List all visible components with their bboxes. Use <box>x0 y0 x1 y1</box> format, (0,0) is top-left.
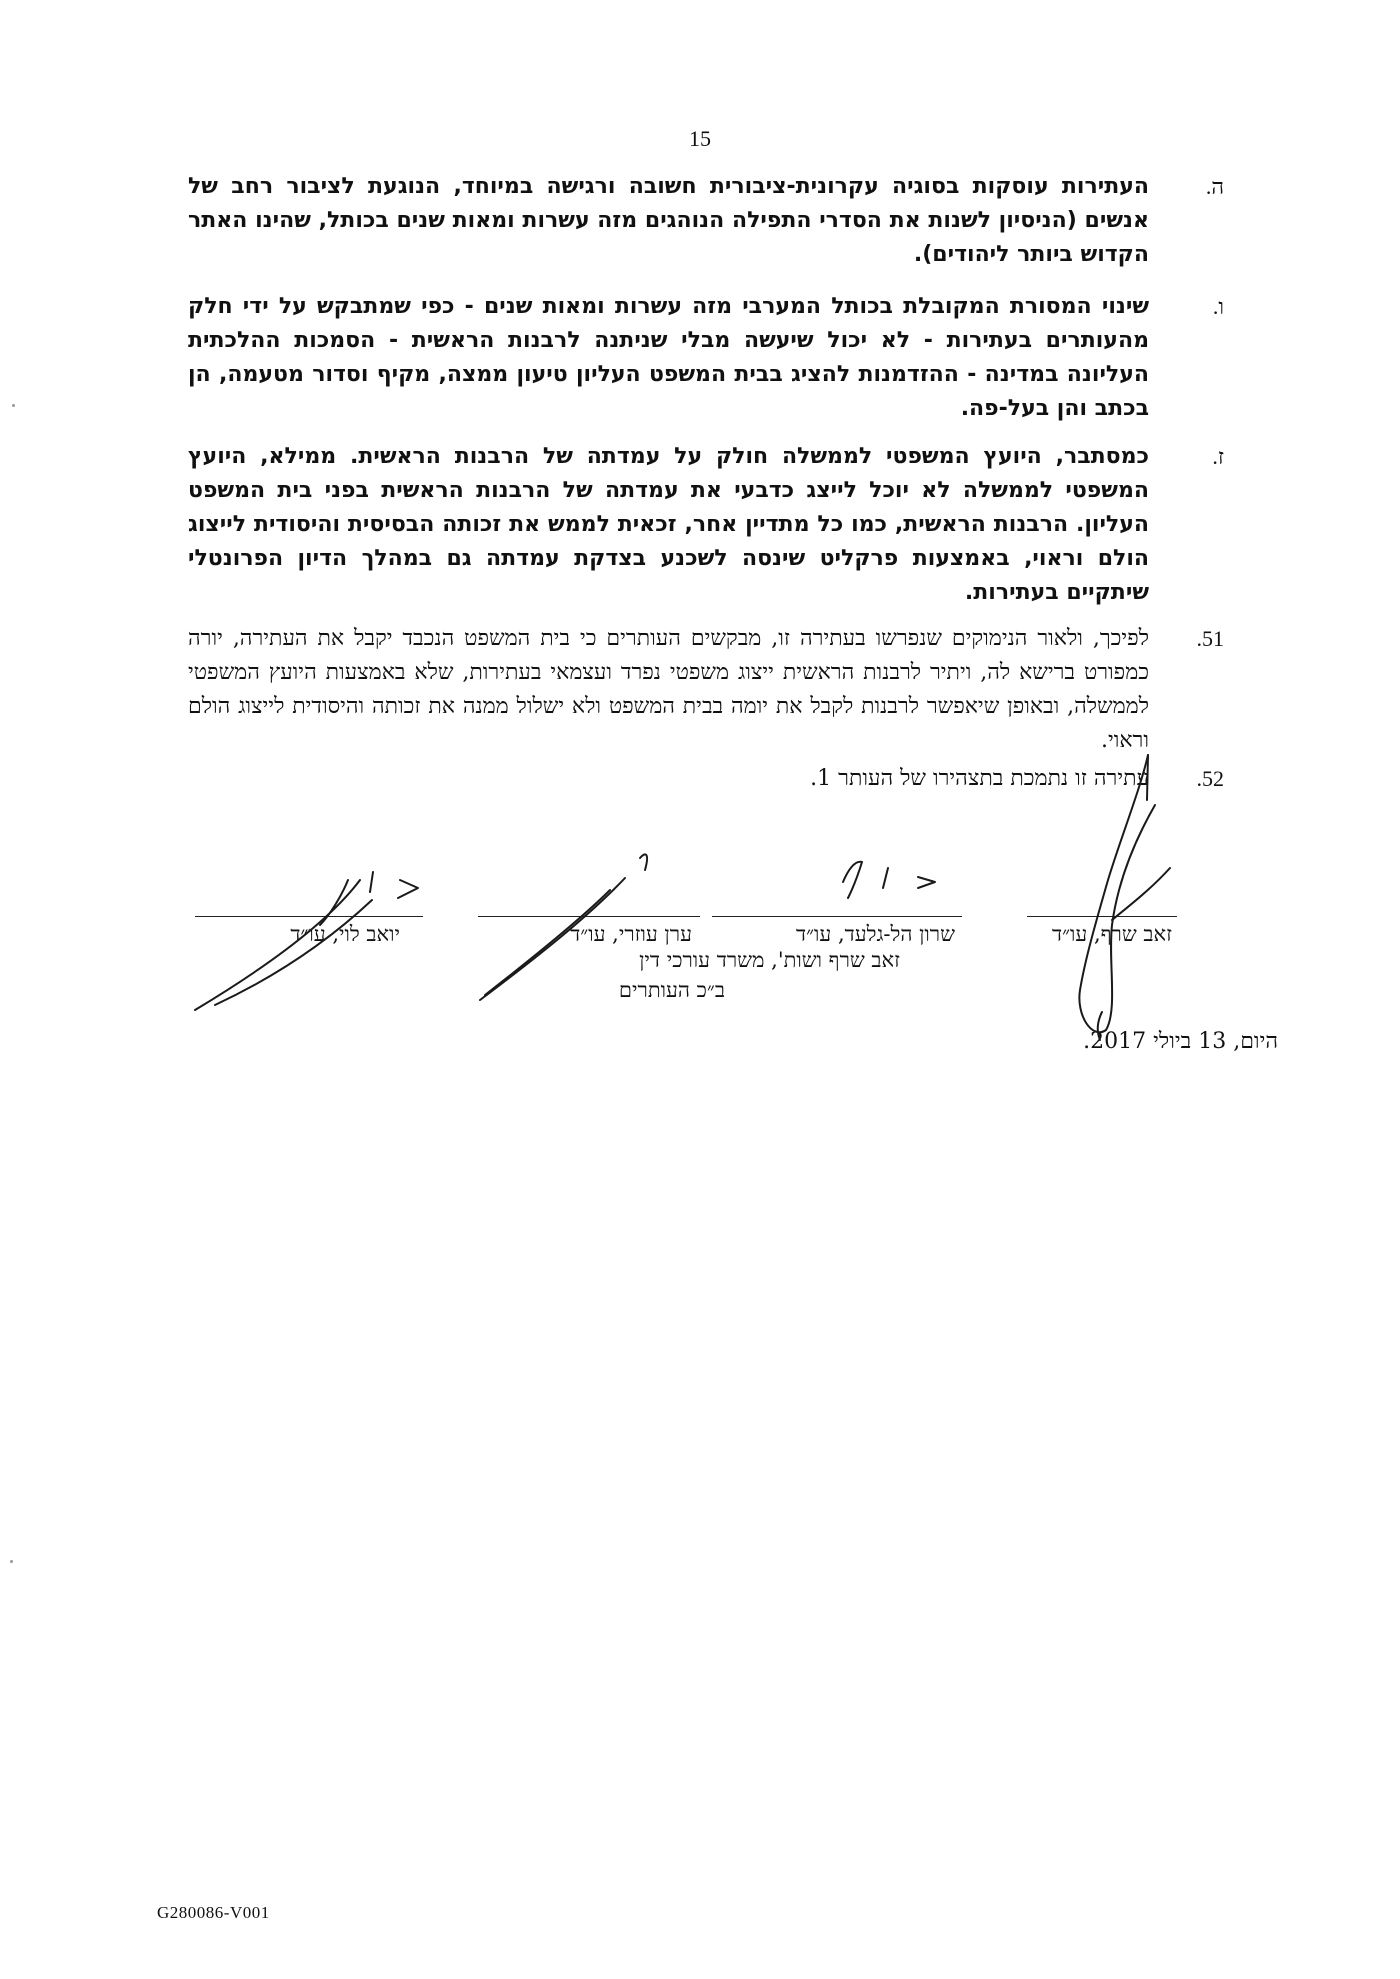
signature-line <box>195 916 423 917</box>
signature-line <box>712 916 962 917</box>
signature-sharon-hal-gilad <box>843 862 935 898</box>
section-text: עתירה זו נתמכת בתצהירו של העותר 1. <box>810 766 1149 791</box>
clause-zayin <box>188 440 1224 610</box>
section-marker: 52. <box>1196 766 1224 791</box>
signature-line <box>478 916 700 917</box>
clause-text: כמסתבר, היועץ המשפטי לממשלה חולק על עמדתה של הרבנות הראשית. ממילא, היועץ המשפטי לממשלה לא יוכל לייצג כדבעי את עמדתה של הרבנות הראשית בפני בית המשפט העליון. הרבנות הראשית, כמו כל מתדיין אחר, זכאית לממש את זכותה הבסיסית והיסודית לייצוג הולם וראוי, באמצעות פרקליט שינסה לשכנע בצדקת עמדתה גם במהלך הדיון הפרונטלי שיתקיים בעתירות. <box>188 444 1149 605</box>
scan-speck <box>12 404 15 407</box>
clause-marker: ז. <box>1212 444 1224 469</box>
signatory-name: ערן עוזרי, עו״ד <box>570 922 692 946</box>
section-51 <box>188 622 1224 758</box>
clause-vav <box>188 290 1224 426</box>
document-id: G280086-V001 <box>157 1903 270 1922</box>
section-text: לפיכך, ולאור הנימוקים שנפרשו בעתירה זו, מבקשים העותרים כי בית המשפט הנכבד יקבל את העתירה, יורה כמפורט ברישא לה, ויתיר לרבנות הראשית ייצוג משפטי נפרד ועצמאי בעתירות, שלא באמצעות היועץ המשפטי לממשלה, ובאופן שיאפשר לרבנות לקבל את יומה בבית המשפט ולא ישלול ממנה את זכותה והיסודית לייצוג הולם וראוי. <box>188 626 1149 753</box>
counsel-for-petitioners: ב״כ העותרים <box>618 978 725 1002</box>
section-marker: 51. <box>1196 626 1224 651</box>
signature-zeev-sharaf <box>1079 755 1170 1040</box>
clause-text: שינוי המסורת המקובלת בכותל המערבי מזה עשרות ומאות שנים - כפי שמתבקש על ידי חלק מהעותרים בעתירות - לא יכול שיעשה מבלי שניתנה לרבנות הראשית - הסמכות ההלכתית העליונה במדינה - ההזדמנות להציג בבית המשפט העליון טיעון ממצה, מקיף וסדור מטעמה, הן בכתב והן בעל-פה. <box>188 294 1149 421</box>
section-52 <box>188 762 1224 796</box>
law-firm-name: זאב שרף ושות', משרד עורכי דין <box>639 948 900 972</box>
date-line: היום, 13 ביולי 2017. <box>1083 1029 1278 1054</box>
clause-marker: ו. <box>1212 294 1224 319</box>
signatory-name: יואב לוי, עו״ד <box>290 922 400 946</box>
clause-marker: ה. <box>1205 174 1224 199</box>
signatory-name: זאב שרף, עו״ד <box>1051 922 1172 946</box>
scan-speck <box>10 1560 13 1563</box>
signature-line <box>1027 916 1177 917</box>
clause-he <box>188 170 1224 272</box>
clause-text: העתירות עוסקות בסוגיה עקרונית-ציבורית חשובה ורגישה במיוחד, הנוגעת לציבור רחב של אנשים (הניסיון לשנות את הסדרי התפילה הנוהגים מזה עשרות ומאות שנים בכותל, שהינו האתר הקדוש ביותר ליהודים). <box>188 174 1149 267</box>
page-number: 15 <box>689 126 711 151</box>
signatory-name: שרון הל-גלעד, עו״ד <box>795 922 955 946</box>
